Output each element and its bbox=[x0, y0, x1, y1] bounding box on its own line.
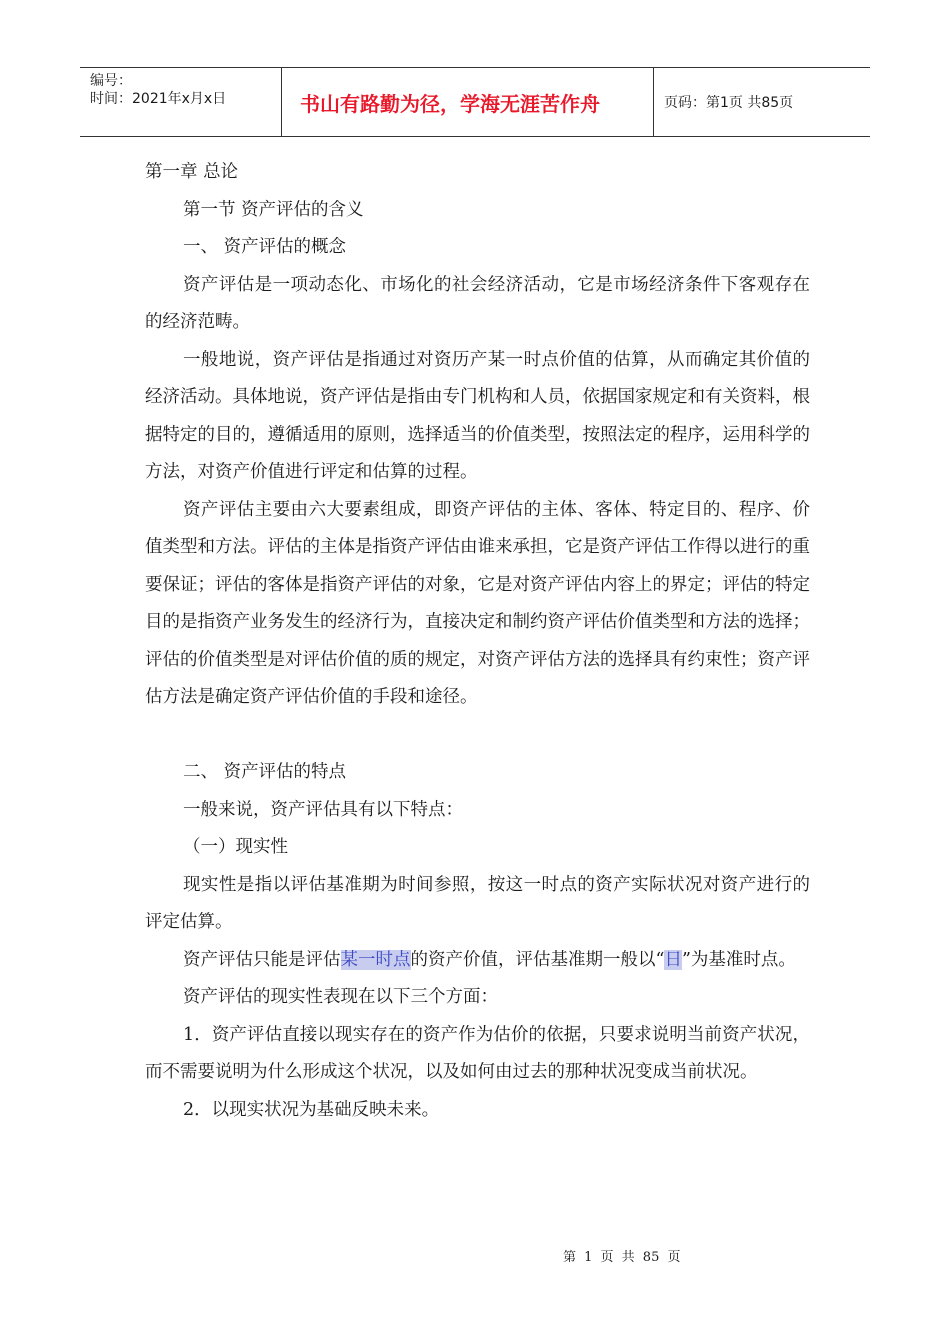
paragraph: 资产评估主要由六大要素组成，即资产评估的主体、客体、特定目的、程序、价值类型和方法。评估的主体是指资产评估由谁来承担，它是资产评估工作得以进行的重要保证；评估的客体是指资产评估的对象，它是对资产评估内容上的界定；评估的特定目的是指资产业务发生的经济行为，直接决定和制约资产评估价值类型和方法的选择；评估的价值类型是对评估价值的质的规定，对资产评估方法的选择具有约束性；资产评估方法是确定资产评估价值的手段和途径。 bbox=[145, 499, 810, 707]
highlighted-text: 日 bbox=[664, 949, 682, 970]
page-footer: 第 1 页 共 85 页 bbox=[563, 1250, 681, 1265]
section-title: 第一节 资产评估的含义 bbox=[183, 199, 364, 220]
document-date-label: 时间：2021年x月x日 bbox=[90, 91, 227, 107]
text-run: 的资产价值，评估基准期一般以“ bbox=[410, 949, 665, 970]
paragraph: 2．以现实状况为基础反映未来。 bbox=[183, 1099, 440, 1120]
paragraph: 一般地说，资产评估是指通过对资历产某一时点价值的估算，从而确定其价值的经济活动。具体地说，资产评估是指由专门机构和人员，依据国家规定和有关资料，根据特定的目的，遵循适用的原则，选择适当的价值类型，按照法定的程序，运用科学的方法，对资产价值进行评定和估算的过程。 bbox=[145, 349, 810, 482]
paragraph: 现实性是指以评估基准期为时间参照，按这一时点的资产实际状况对资产进行的评定估算。 bbox=[145, 874, 810, 932]
header-meta bbox=[80, 68, 282, 136]
text-run: 资产评估只能是评估 bbox=[183, 949, 341, 970]
paragraph: 一般来说，资产评估具有以下特点： bbox=[183, 799, 463, 820]
highlighted-text: 某一时点 bbox=[340, 949, 411, 970]
header-table bbox=[80, 67, 870, 137]
paragraph: 资产评估是一项动态化、市场化的社会经济活动，它是市场经济条件下客观存在的经济范畴。 bbox=[145, 274, 810, 332]
text-run: ”为基准时点。 bbox=[681, 949, 796, 970]
document-body bbox=[145, 154, 810, 1129]
blank-line bbox=[145, 717, 810, 755]
header-page-info: 页码：第1页 共85页 bbox=[664, 95, 794, 111]
paragraph: 1．资产评估直接以现实存在的资产作为估价的依据，只要求说明当前资产状况，而不需要说明为什么形成这个状况，以及如何由过去的那种状况变成当前状况。 bbox=[145, 1024, 810, 1082]
paragraph-highlighted bbox=[145, 942, 810, 980]
heading-concept: 一、 资产评估的概念 bbox=[183, 237, 347, 257]
paragraph: 资产评估的现实性表现在以下三个方面： bbox=[183, 987, 498, 1007]
heading-features: 二、 资产评估的特点 bbox=[183, 762, 347, 782]
document-number-label: 编号： bbox=[90, 73, 132, 89]
chapter-title: 第一章 总论 bbox=[145, 162, 239, 182]
subheading-reality: （一）现实性 bbox=[183, 837, 288, 857]
header-motto: 书山有路勤为径，学海无涯苦作舟 bbox=[282, 68, 654, 136]
